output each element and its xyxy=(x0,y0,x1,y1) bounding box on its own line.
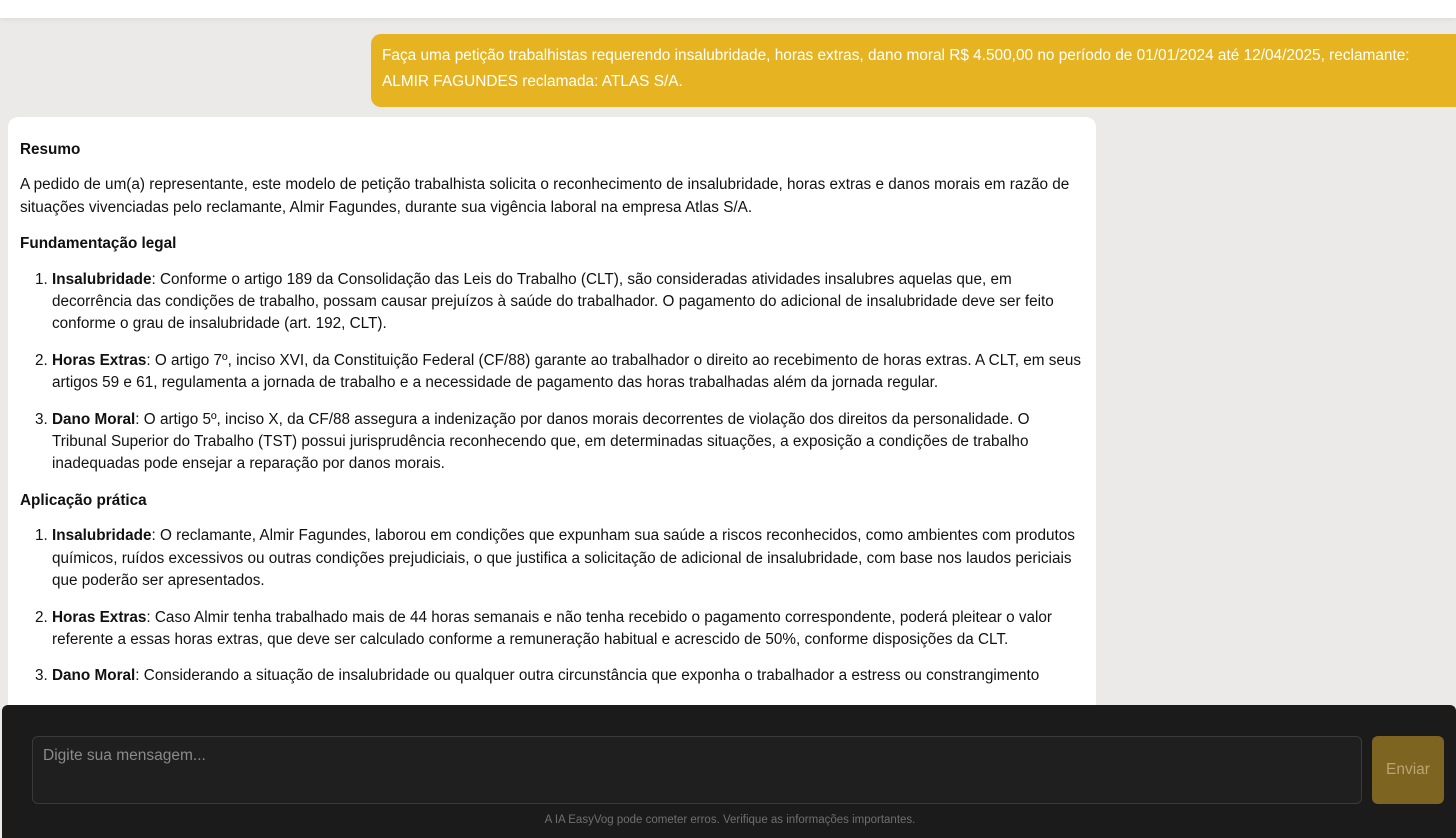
list-item-text: : O reclamante, Almir Fagundes, laborou em condições que expunham sua saúde a riscos reconhecidos, como ambientes com produtos químicos, ruídos excessivos ou outras condições prejudiciais, o que justifica a solicitação de adicional de insalubridade, com base nos laudos periciais que poderão ser apresentados. xyxy=(52,527,1075,590)
legal-basis-list xyxy=(20,269,1082,476)
list-item xyxy=(52,607,1082,652)
list-item xyxy=(52,409,1082,476)
list-item xyxy=(52,350,1082,395)
list-item-term: Insalubridade xyxy=(52,270,152,288)
summary-text: A pedido de um(a) representante, este modelo de petição trabalhista solicita o reconhecimento de insalubridade, horas extras e danos morais em razão de situações vivenciadas pelo reclamante, Almir Fagundes, durante sua vigência laboral na empresa Atlas S/A. xyxy=(20,176,1070,216)
chat-messages-area[interactable] xyxy=(0,18,1456,705)
list-item-text: : O artigo 5º, inciso X, da CF/88 assegura a indenização por danos morais decorrentes de violação dos direitos da personalidade. O Tribunal Superior do Trabalho (TST) possui jurisprudência reconhecendo que, em determinadas situações, a exposição a condições de trabalho inadequadas pode ensejar a reparação por danos morais. xyxy=(52,410,1030,473)
list-item xyxy=(52,525,1082,592)
list-item-text: : O artigo 7º, inciso XVI, da Constituição Federal (CF/88) garante ao trabalhador o direito ao recebimento de horas extras. A CLT, em seus artigos 59 e 61, regulamenta a jornada de trabalho e a necessidade de pagamento das horas trabalhadas além da jornada regular. xyxy=(52,351,1082,392)
list-item-term: Horas Extras xyxy=(52,351,147,369)
list-item-text: : Conforme o artigo 189 da Consolidação das Leis do Trabalho (CLT), são consideradas atividades insalubres aquelas que, em decorrência das condições de trabalho, possam causar prejuízos à saúde do trabalhador. O pagamento do adicional de insalubridade deve ser feito conforme o grau de insalubridade (art. 192, CLT). xyxy=(52,270,1054,333)
list-item-text: : Considerando a situação de insalubridade ou qualquer outra circunstância que exponha o trabalhador a estress ou constrangimento xyxy=(135,667,1040,685)
message-input[interactable] xyxy=(32,736,1362,804)
legal-basis-heading: Fundamentação legal xyxy=(20,235,177,253)
list-item xyxy=(52,665,1082,687)
list-item-term: Horas Extras xyxy=(52,608,147,626)
list-item-text: : Caso Almir tenha trabalhado mais de 44 horas semanais e não tenha recebido o pagamento correspondente, poderá pleitear o valor referente a essas horas extras, que deve ser calculado conforme a remuneração habitual e acrescido de 50%, conforme disposições da CLT. xyxy=(52,608,1053,648)
practical-application-list xyxy=(20,525,1082,687)
assistant-message-bubble xyxy=(8,117,1096,705)
top-header-band xyxy=(0,0,1456,18)
user-message-text: Faça uma petição trabalhistas requerendo insalubridade, horas extras, dano moral R$ 4.500,00 no período de 01/01/2024 até 12/04/2025, reclamante: ALMIR FAGUNDES reclamada: ATLAS S/A. xyxy=(382,47,1410,90)
list-item-term: Dano Moral xyxy=(52,667,136,685)
list-item-term: Dano Moral xyxy=(52,410,136,428)
user-message-bubble xyxy=(371,34,1456,107)
send-button[interactable]: Enviar xyxy=(1372,736,1444,804)
list-item-term: Insalubridade xyxy=(52,527,152,545)
summary-heading: Resumo xyxy=(20,141,81,158)
message-composer xyxy=(2,705,1456,838)
list-item xyxy=(52,269,1082,336)
practical-application-heading: Aplicação prática xyxy=(20,491,147,509)
disclaimer-text: A IA EasyVog pode cometer erros. Verifique as informações importantes. xyxy=(544,814,916,826)
